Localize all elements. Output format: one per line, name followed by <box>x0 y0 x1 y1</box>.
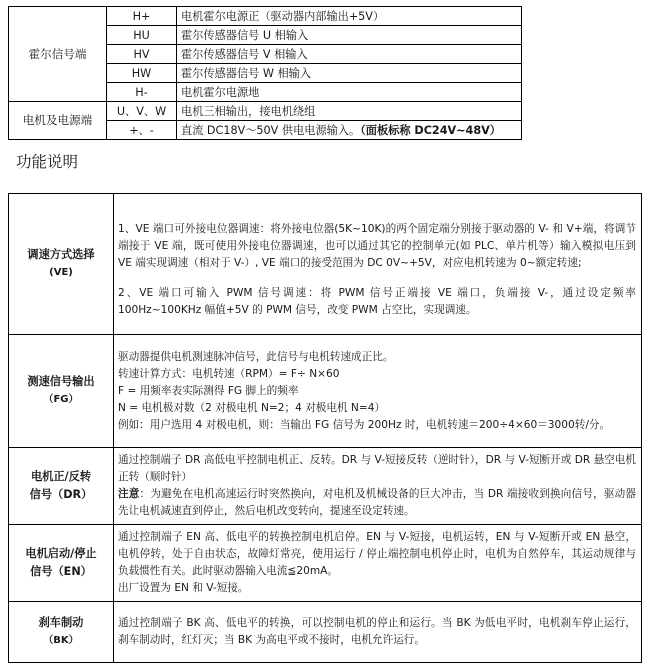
table-row <box>9 102 522 121</box>
description-cell: 霍尔传感器信号 U 相输入 <box>177 26 522 45</box>
table-row <box>9 194 642 335</box>
function-name: 测速信号输出 <box>27 375 95 388</box>
signal-cell: HW <box>107 64 177 83</box>
group-label: 电机及电源端 <box>9 102 107 140</box>
function-label <box>9 335 114 448</box>
description-paragraph: 出厂设置为 EN 和 V-短接。 <box>118 582 249 594</box>
group-label: 霍尔信号端 <box>9 7 107 102</box>
description-line: 驱动器提供电机测速脉冲信号，此信号与电机转速成正比。 <box>118 350 394 363</box>
function-description <box>114 602 642 663</box>
signal-cell: H+ <box>107 7 177 26</box>
description-line: N = 电机极对数（2 对极电机 N=2；4 对极电机 N=4） <box>118 401 386 414</box>
power-input-text: 直流 DC18V～50V 供电电源输入。 <box>181 123 361 137</box>
table-row <box>9 335 642 448</box>
function-description <box>114 525 642 602</box>
function-description <box>114 448 642 525</box>
signal-cell: HV <box>107 45 177 64</box>
description-paragraph: 1、VE 端口可外接电位器调速：将外接电位器(5K~10K)的两个固定端分别接于驱动器的 V- 和 V+端，将调节端接于 VE 端，既可使用外接电位器调速，也可以通过其它的控制单元(如 PLC、单片机等）输入模拟电压到 VE 端实现调速（相对于 V-）, VE 端口的接受范围为 DC 0V~+5V，对应电机转速为 0~额定转速; <box>118 222 636 269</box>
table-row <box>9 525 642 602</box>
function-name: 电机启动/停止 <box>25 547 97 560</box>
panel-rating-note: （面板标称 DC24V~48V） <box>360 123 501 137</box>
function-label <box>9 448 114 525</box>
function-name-line2: 信号（DR） <box>29 488 93 501</box>
note-text: ：为避免在电机高速运行时突然换向，对电机及机械设备的巨大冲击，当 DR 端接收到换向信号，驱动器先让电机减速直到停止，然后电机改变转向，提速至设定转速。 <box>118 488 636 517</box>
description-cell: 霍尔传感器信号 W 相输入 <box>177 64 522 83</box>
function-name: 调速方式选择 <box>27 248 95 261</box>
wiring-table <box>8 6 522 140</box>
function-name: 刹车制动 <box>38 616 84 629</box>
table-row <box>9 602 642 663</box>
note-label: 注意 <box>118 488 140 500</box>
description-paragraph: 通过控制端子 DR 高低电平控制电机正、反转。DR 与 V-短接反转（逆时针），DR 与 V-短断开或 DR 悬空电机正转（顺时针） <box>118 454 636 483</box>
function-table <box>8 193 642 663</box>
signal-cell: HU <box>107 26 177 45</box>
function-label <box>9 525 114 602</box>
signal-cell: H- <box>107 83 177 102</box>
description-paragraph: 通过控制端子 EN 高、低电平的转换控制电机启停。EN 与 V-短接，电机运转，EN 与 V-短断开或 EN 悬空，电机停转，处于自由状态，故障灯常亮，使用运行 / 停止端控制电机停止时，电机为自然停车，其运动规律与负载惯性有关。此时驱动器输入电流≦20mA。 <box>118 531 636 577</box>
description-cell: 霍尔传感器信号 V 相输入 <box>177 45 522 64</box>
description-cell: 电机霍尔电源正（驱动器内部输出+5V） <box>177 7 522 26</box>
function-label <box>9 602 114 663</box>
signal-cell: U、V、W <box>107 102 177 121</box>
table-row <box>9 448 642 525</box>
table-row <box>9 7 522 26</box>
signal-cell: +、- <box>107 121 177 140</box>
function-code: (VE) <box>49 267 73 278</box>
function-name: 电机正/反转 <box>30 470 92 483</box>
description-line: F = 用频率表实际测得 FG 脚上的频率 <box>118 384 299 397</box>
function-name-line2: 信号（EN） <box>30 565 92 578</box>
description-line: 例如：用户选用 4 对极电机，则：当输出 FG 信号为 200Hz 时，电机转速＝200÷4×60＝3000转/分。 <box>118 418 611 431</box>
description-line: 转速计算方式：电机转速（RPM）= F÷ N×60 <box>118 367 340 380</box>
function-description <box>114 194 642 335</box>
description-cell: 电机三相输出，接电机绕组 <box>177 102 522 121</box>
function-description <box>114 335 642 448</box>
function-code: （BK） <box>43 635 79 646</box>
description-paragraph: 2、VE 端口可输入 PWM 信号调速：将 PWM 信号正端接 VE 端口，负端接 V-，通过设定频率100Hz~100KHz 幅值+5V 的 PWM 信号，改变 PWM 占空比，实现调速。 <box>118 286 636 316</box>
description-cell <box>177 121 522 140</box>
section-title: 功能说明 <box>16 153 79 171</box>
description-cell: 电机霍尔电源地 <box>177 83 522 102</box>
function-label <box>9 194 114 335</box>
description-paragraph: 通过控制端子 BK 高、低电平的转换，可以控制电机的停止和运行。当 BK 为低电平时，电机刹车停止运行，刹车制动时，红灯灭；当 BK 为高电平或不接时，电机允许运行。 <box>118 617 636 646</box>
description-note <box>118 486 636 520</box>
function-code: （FG） <box>43 394 79 405</box>
